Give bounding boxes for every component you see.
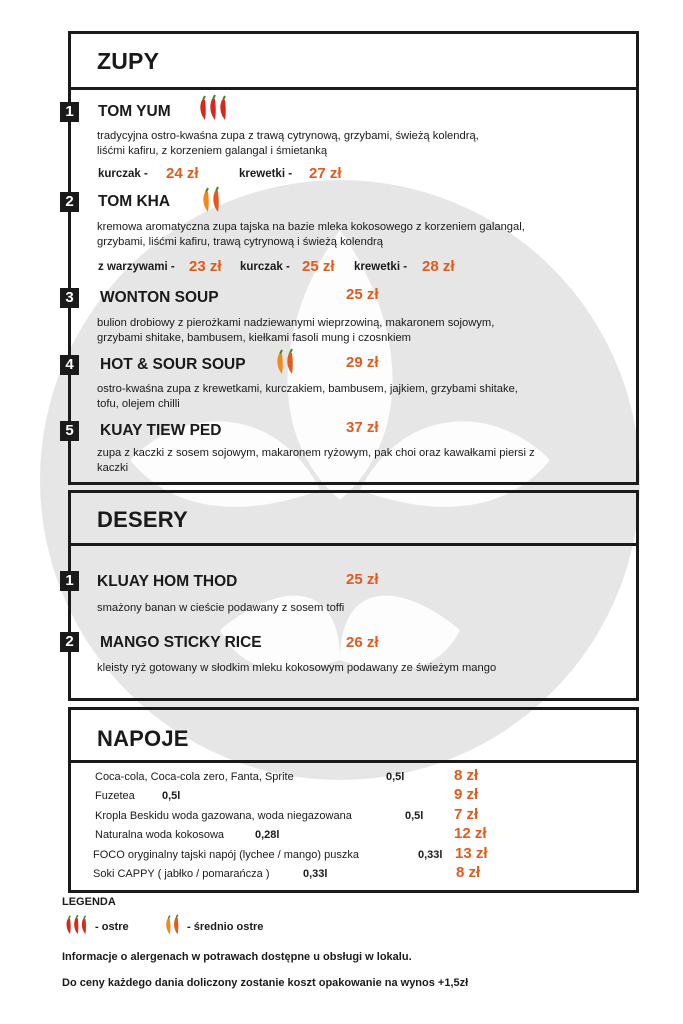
legend-title: LEGENDA xyxy=(62,896,116,908)
price: 29 zł xyxy=(346,354,379,371)
drink-volume: 0,28l xyxy=(255,829,280,841)
dessert-name-kluay: KLUAY HOM THOD xyxy=(97,573,238,590)
item-number: 4 xyxy=(60,355,79,375)
drink-name: Kropla Beskidu woda gazowana, woda niegazowana xyxy=(95,810,352,822)
item-number: 2 xyxy=(60,632,79,652)
soup-name-kuay-tiew: KUAY TIEW PED xyxy=(100,422,222,439)
soup-name-tom-yum: TOM YUM xyxy=(98,103,171,120)
drink-row xyxy=(93,868,269,880)
drink-name: Fuzetea xyxy=(95,790,135,802)
price: 24 zł xyxy=(166,165,199,182)
price-label: kurczak - xyxy=(240,261,290,273)
item-number: 1 xyxy=(60,102,79,122)
drink-volume: 0,33l xyxy=(418,849,443,861)
item-description: smażony banan w cieście podawany z sosem toffi xyxy=(97,602,345,614)
drink-name: FOCO oryginalny tajski napój (lychee / mango) puszka xyxy=(93,849,359,861)
price: 25 zł xyxy=(346,571,379,588)
price: 27 zł xyxy=(309,165,342,182)
medium-chili-icon xyxy=(274,348,298,376)
soup-name-wonton: WONTON SOUP xyxy=(100,289,219,306)
drink-volume: 0,33l xyxy=(303,868,328,880)
item-number: 3 xyxy=(60,288,79,308)
price: 25 zł xyxy=(346,286,379,303)
price-label: krewetki - xyxy=(354,261,408,273)
drink-price: 7 zł xyxy=(454,806,479,823)
drink-name: Coca-cola, Coca-cola zero, Fanta, Sprite xyxy=(95,771,294,783)
price: 25 zł xyxy=(302,258,335,275)
item-description: grzybami shitake, bambusem, kiełkami fasoli mung i czosnkiem xyxy=(97,332,411,344)
soups-title: ZUPY xyxy=(97,48,160,74)
item-description: tofu, olejem chilli xyxy=(97,398,180,410)
price-label: krewetki - xyxy=(239,168,293,180)
medium-chili-icon xyxy=(163,914,183,936)
packaging-note: Do ceny każdego dania doliczony zostanie koszt opakowanie na wynos +1,5zł xyxy=(62,977,469,989)
allergen-note: Informacje o alergenach w potrawach dostępne u obsługi w lokalu. xyxy=(62,951,412,963)
price: 23 zł xyxy=(189,258,222,275)
soups-header xyxy=(68,31,639,90)
item-description: kremowa aromatyczna zupa tajska na bazie mleka kokosowego z korzeniem galangal, xyxy=(97,221,525,233)
drink-row xyxy=(95,771,294,783)
item-description: kaczki xyxy=(97,462,129,474)
drink-volume: 0,5l xyxy=(405,810,424,822)
drink-volume: 0,5l xyxy=(162,790,181,802)
drink-price: 9 zł xyxy=(454,786,479,803)
item-description: kleisty ryż gotowany w słodkim mleku kokosowym podawany ze świeżym mango xyxy=(97,662,497,674)
drink-row xyxy=(95,810,352,822)
item-description: tradycyjna ostro-kwaśna zupa z trawą cytrynową, grzybami, świeżą kolendrą, xyxy=(97,130,479,142)
drink-row xyxy=(93,849,359,861)
drink-name: Naturalna woda kokosowa xyxy=(95,829,225,841)
hot-chili-icon xyxy=(64,914,90,936)
item-description: ostro-kwaśna zupa z krewetkami, kurczakiem, bambusem, jajkiem, grzybami shitake, xyxy=(97,383,518,395)
drink-price: 8 zł xyxy=(454,767,479,784)
price-label: z warzywami - xyxy=(98,261,175,273)
hot-chili-icon xyxy=(197,94,231,122)
desserts-title: DESERY xyxy=(97,507,188,532)
price-label: kurczak - xyxy=(98,168,148,180)
desserts-header xyxy=(68,490,639,546)
item-description: grzybami, liśćmi kafiru, trawą cytrynową i świeżą kolendrą xyxy=(97,236,383,248)
item-number: 5 xyxy=(60,421,79,441)
drink-volume: 0,5l xyxy=(386,771,405,783)
drink-name: Soki CAPPY ( jabłko / pomarańcza ) xyxy=(93,868,270,880)
price: 26 zł xyxy=(346,634,379,651)
item-number: 1 xyxy=(60,571,79,591)
item-description: zupa z kaczki z sosem sojowym, makaronem ryżowym, pak choi oraz kawałkami piersi z xyxy=(97,447,535,459)
item-description: bulion drobiowy z pierożkami nadziewanymi wieprzowiną, makaronem sojowym, xyxy=(97,317,495,329)
item-description: liśćmi kafiru, z korzeniem galangal i śmietanką xyxy=(97,145,328,157)
item-number: 2 xyxy=(60,192,79,212)
drink-price: 12 zł xyxy=(454,825,487,842)
price: 37 zł xyxy=(346,419,379,436)
drink-row xyxy=(95,790,135,802)
drink-row xyxy=(95,829,224,841)
legend-hot-label: - ostre xyxy=(95,921,129,933)
dessert-name-mango: MANGO STICKY RICE xyxy=(100,634,262,651)
drinks-title: NAPOJE xyxy=(97,726,189,751)
desserts-box xyxy=(68,543,639,701)
soup-name-tom-kha: TOM KHA xyxy=(98,193,171,210)
drink-price: 13 zł xyxy=(455,845,488,862)
medium-chili-icon xyxy=(200,186,224,214)
legend-medium-label: - średnio ostre xyxy=(187,921,264,933)
price: 28 zł xyxy=(422,258,455,275)
soup-name-hot-sour: HOT & SOUR SOUP xyxy=(100,356,246,373)
drink-price: 8 zł xyxy=(456,864,481,881)
drinks-header xyxy=(68,707,639,763)
